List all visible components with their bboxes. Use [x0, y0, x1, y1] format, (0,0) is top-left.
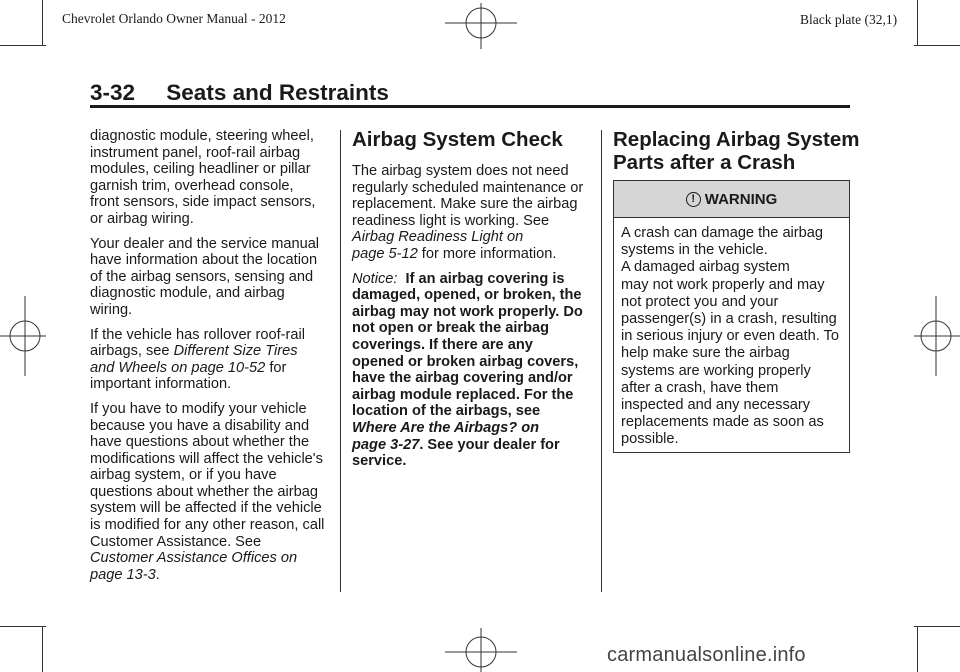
crop-mark: [42, 0, 43, 46]
cross-reference-link[interactable]: Airbag Readiness Light on: [352, 229, 524, 246]
title-rule: [90, 105, 850, 108]
column-divider: [601, 130, 602, 592]
warning-box: [613, 180, 850, 453]
plate-label: Black plate (32,1): [800, 12, 898, 27]
crop-mark: [0, 45, 46, 46]
column-3: [613, 128, 860, 186]
paragraph: If the vehicle has rollover roof-rail airbags, see Different Size Tires and Wheels on page 10-52 for important information.: [90, 326, 305, 393]
crop-mark: [914, 626, 960, 627]
registration-mark-bottom: [445, 628, 517, 672]
cross-reference-link[interactable]: Where Are the Airbags? on: [352, 419, 540, 436]
crop-mark: [914, 45, 960, 46]
column-1: [90, 128, 335, 591]
manual-title: Chevrolet Orlando Owner Manual - 2012: [62, 11, 286, 26]
watermark: carmanualsonline.info: [607, 644, 806, 666]
crop-mark: [917, 0, 918, 46]
cross-reference-link[interactable]: page 13-3: [90, 566, 156, 583]
cross-reference-link[interactable]: and Wheels on page 10-52: [90, 359, 266, 376]
registration-mark-right: [914, 296, 960, 376]
crop-mark: [42, 626, 43, 672]
crop-mark: [0, 626, 46, 627]
warning-text: A crash can damage the airbag systems in the vehicle. A damaged airbag system may not work properly and may not protect you and your passenger(s) in a crash, resulting in serious injury or even death. To help make sure the airbag systems are working properly after a crash, have them inspected and any necessary replacements made as soon as possible.: [621, 225, 839, 448]
warning-header: [614, 181, 849, 218]
paragraph: diagnostic module, steering wheel, instrument panel, roof-rail airbag modules, ceiling headliner or pillar garnish trim, overhead console, front sensors, side impact sensors, or airbag wiring.: [90, 128, 316, 227]
column-2: [352, 128, 590, 478]
paragraph: The airbag system does not need regularly scheduled maintenance or replacement. Make sure the airbag readiness light is working. See Airbag Readiness Light on page 5-12 for more information.: [352, 163, 584, 262]
registration-mark-top: [445, 3, 517, 49]
warning-label: WARNING: [704, 190, 778, 208]
section-heading: Replacing Airbag System Parts after a Crash: [613, 128, 860, 174]
section-title: 3-32 Seats and Restraints: [90, 80, 389, 105]
cross-reference-link[interactable]: page 5-12: [352, 245, 418, 262]
crop-mark: [917, 626, 918, 672]
notice-paragraph: Notice: If an airbag covering is damaged, opened, or broken, the airbag may not work properly. Do not open or break the airbag coverings. If there are any opened or broken airbag covers, have the airbag covering and/or airbag module replaced. For the location of the airbags, see Where Are the Airbags? on page 3-27. See your dealer for service.: [352, 270, 583, 470]
exclamation-circle-icon: !: [686, 192, 701, 207]
section-heading: Airbag System Check: [352, 128, 563, 151]
cross-reference-link[interactable]: Customer Assistance Offices on: [90, 550, 298, 567]
paragraph: Your dealer and the service manual have information about the location of the airbag sensors, sensing and diagnostic module, and airbag wiring.: [90, 235, 320, 318]
registration-mark-left: [0, 296, 46, 376]
notice-label: Notice:: [352, 270, 398, 287]
cross-reference-link[interactable]: page 3-27: [352, 436, 420, 453]
paragraph: If you have to modify your vehicle because you have a disability and have questions about whether the modifications will affect the vehicle's airbag system, or if you have questions about whether the airbag system will be affected if the vehicle is modified for any other reason, call Customer Assistance. See Customer Assistance Offices on page 13-3.: [90, 400, 325, 583]
column-divider: [340, 130, 341, 592]
cross-reference-link[interactable]: Different Size Tires: [173, 343, 298, 360]
